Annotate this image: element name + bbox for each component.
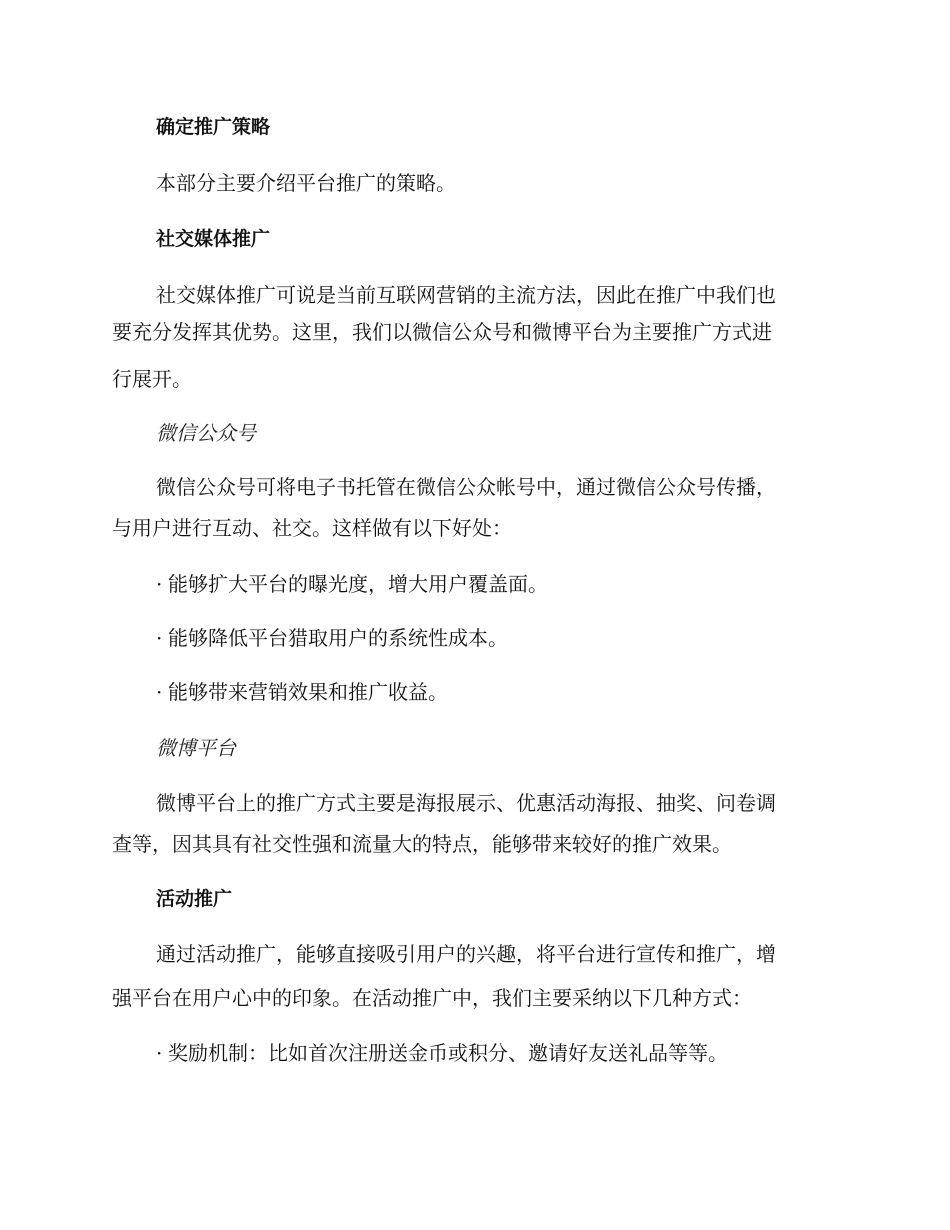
paragraph-weibo-line2: 查等，因其具有社交性强和流量大的特点，能够带来较好的推广效果。 xyxy=(112,832,732,856)
bullet-text: 能够扩大平台的曝光度，增大用户覆盖面。 xyxy=(168,572,548,596)
heading-social-media: 社交媒体推广 xyxy=(156,228,271,250)
paragraph-social-line3: 行展开。 xyxy=(112,367,192,391)
bullet-item xyxy=(156,678,832,706)
paragraph-activity-line2: 强平台在用户心中的印象。在活动推广中，我们主要采纳以下几种方式： xyxy=(112,986,752,1010)
bullet-text: 能够带来营销效果和推广收益。 xyxy=(168,680,448,704)
paragraph-social-line2: 要充分发挥其优势。这里，我们以微信公众号和微博平台为主要推广方式进 xyxy=(112,320,772,344)
bullet-text: 奖励机制：比如首次注册送金币或积分、邀请好友送礼品等等。 xyxy=(168,1041,728,1065)
paragraph-weibo-line1: 微博平台上的推广方式主要是海报展示、优惠活动海报、抽奖、问卷调 xyxy=(156,791,776,815)
paragraph-activity-line1: 通过活动推广，能够直接吸引用户的兴趣，将平台进行宣传和推广，增 xyxy=(156,942,776,966)
heading-activity: 活动推广 xyxy=(156,888,233,910)
bullet-item xyxy=(156,570,832,598)
bullet-marker: · xyxy=(156,626,163,650)
subheading-wechat: 微信公众号 xyxy=(156,421,256,445)
bullet-item xyxy=(156,624,832,652)
bullet-text: 能够降低平台猎取用户的系统性成本。 xyxy=(168,626,508,650)
bullet-marker: · xyxy=(156,1041,163,1065)
paragraph-wechat-line1: 微信公众号可将电子书托管在微信公众帐号中，通过微信公众号传播， xyxy=(156,475,776,499)
subheading-weibo: 微博平台 xyxy=(156,736,236,760)
paragraph-intro: 本部分主要介绍平台推广的策略。 xyxy=(156,171,456,195)
paragraph-social-line1: 社交媒体推广可说是当前互联网营销的主流方法，因此在推广中我们也 xyxy=(156,283,776,307)
bullet-item xyxy=(156,1039,832,1067)
paragraph-wechat-line2: 与用户进行互动、社交。这样做有以下好处： xyxy=(112,516,512,540)
heading-strategy: 确定推广策略 xyxy=(156,116,271,138)
bullet-marker: · xyxy=(156,572,163,596)
bullet-marker: · xyxy=(156,680,163,704)
